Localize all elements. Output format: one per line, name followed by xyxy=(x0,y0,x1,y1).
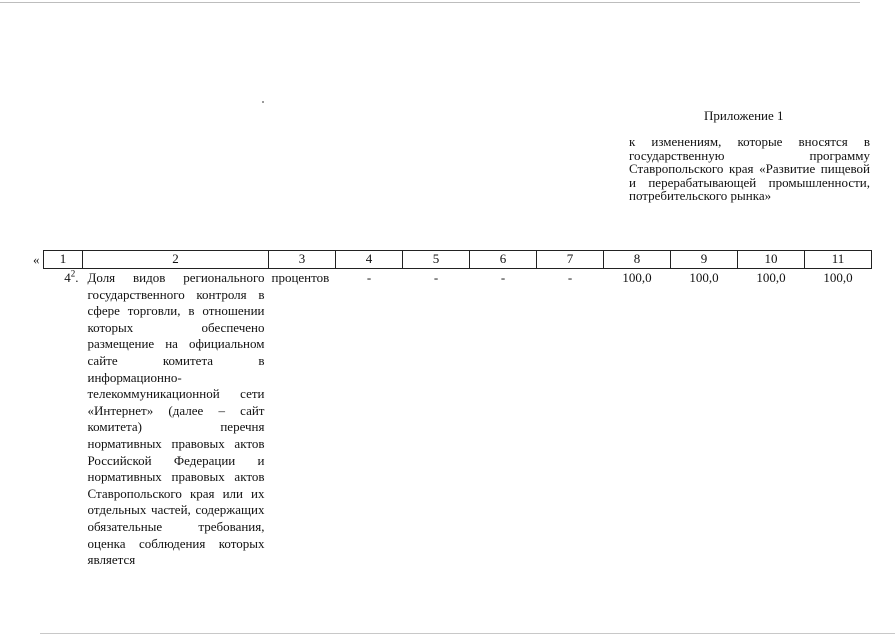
header-cell: 1 xyxy=(44,251,83,269)
header-cell: 8 xyxy=(604,251,671,269)
header-cell: 4 xyxy=(336,251,403,269)
indicators-table xyxy=(43,250,872,569)
header-cell: 6 xyxy=(470,251,537,269)
header-cell: 2 xyxy=(83,251,269,269)
header-cell: 11 xyxy=(805,251,872,269)
value-cell: - xyxy=(567,270,573,285)
scan-speck xyxy=(262,101,264,103)
row-number-suffix: . xyxy=(75,270,79,285)
appendix-note: к изменениям, которые вносятся в государственную программу Ставропольского края «Развитие пищевой и перерабатывающей промышленности, потребительского рынка» xyxy=(629,134,870,203)
value-cell: 100,0 xyxy=(689,270,719,285)
row-number-main: 4 xyxy=(64,270,71,285)
value-cell: 100,0 xyxy=(756,270,786,285)
opening-quote: « xyxy=(33,252,40,267)
appendix-title: Приложение 1 xyxy=(704,108,784,123)
value-cell: - xyxy=(366,270,372,285)
value-cell: 100,0 xyxy=(622,270,652,285)
scan-edge-bottom xyxy=(40,633,895,634)
row-number-superscript: 2 xyxy=(70,268,76,279)
table-header-row xyxy=(44,251,872,269)
header-cell: 10 xyxy=(738,251,805,269)
scan-edge-top xyxy=(0,2,860,3)
header-cell: 7 xyxy=(537,251,604,269)
unit-of-measure: процентов xyxy=(271,270,330,285)
table-row xyxy=(44,269,872,569)
header-cell: 9 xyxy=(671,251,738,269)
indicator-name: Доля видов регионального государственного контроля в сфере торговли, в отношении которых обеспечено размещение на официальном сайте комитета в информационно-телекоммуникационной сети «Интернет» (далее – сайт комитета) перечня нормативных правовых актов Российской Федерации и нормативных правовых актов Ставропольского края или их отдельных частей, содержащих обязательные требования, оценка соблюдения которых является xyxy=(87,270,265,568)
row-number xyxy=(44,269,83,569)
header-cell: 3 xyxy=(269,251,336,269)
value-cell: 100,0 xyxy=(823,270,853,285)
value-cell: - xyxy=(433,270,439,285)
header-cell: 5 xyxy=(403,251,470,269)
value-cell: - xyxy=(500,270,506,285)
